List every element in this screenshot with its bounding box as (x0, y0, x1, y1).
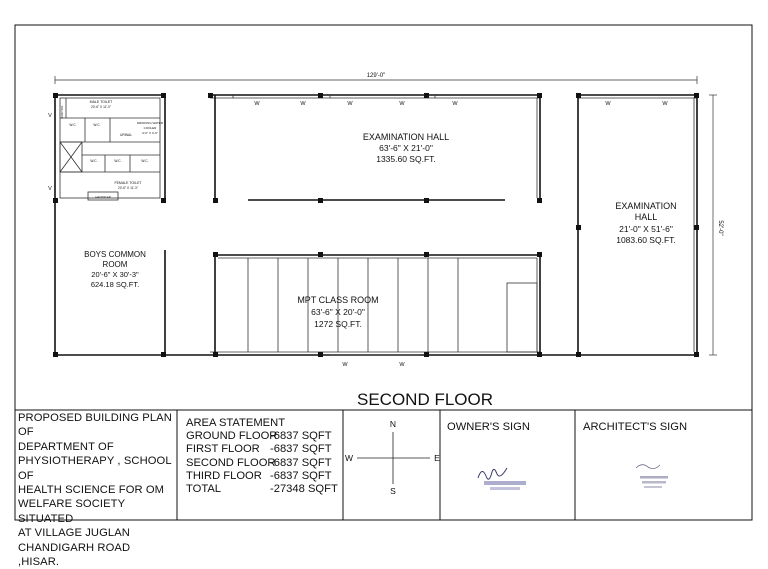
female-toilet-label: FEMALE TOILET (114, 181, 142, 185)
overall-depth-dimension (709, 95, 723, 355)
area-row (186, 457, 346, 470)
area-row (186, 470, 346, 483)
owner-signature (478, 468, 526, 490)
owner-sign-label: OWNER'S SIGN (447, 421, 530, 433)
mpt-room-size: 63'-6" X 20'-0" (311, 307, 365, 317)
compass-e: E (434, 453, 440, 463)
compass-n: N (389, 419, 397, 429)
area-row-label: GROUND FLOOR (186, 430, 278, 443)
vent-mark: V (48, 113, 52, 119)
area-row-label: FIRST FLOOR (186, 443, 260, 456)
project-title-line: PHYSIOTHERAPY , SCHOOL OF (18, 455, 172, 482)
exam-hall-1-area: 1335.60 SQ.FT. (376, 154, 436, 164)
project-title-line: PROPOSED BUILDING PLAN OF (18, 412, 172, 439)
male-toilet-size: 20'-6" X 11'-0" (91, 105, 111, 109)
area-row-label: THIRD FLOOR (186, 469, 262, 482)
overall-width-dimension (55, 73, 697, 84)
janitor-label: JANITOR (60, 105, 64, 119)
area-row-label: TOTAL (186, 483, 222, 496)
urinal-label: URINAL (119, 133, 133, 137)
wc-label-5: W.C. (141, 159, 149, 163)
project-title-line: CHANDIGARH ROAD ,HISAR. (18, 541, 131, 569)
window-mark: W (347, 101, 353, 107)
drinking-water-label: DRINKING WATER (137, 121, 163, 125)
floor-title: SECOND FLOOR (356, 390, 494, 409)
window-mark: W (662, 101, 668, 107)
project-title-line: DEPARTMENT OF (18, 440, 114, 453)
window-mark: W (399, 362, 405, 368)
area-row (186, 443, 346, 456)
window-mark: W (342, 362, 348, 368)
exam-hall-2-name-2: HALL (634, 212, 658, 222)
drinking-water-size: 6'-0" X 4'-0" (142, 131, 158, 135)
area-row-value: -27348 SQFT (270, 483, 338, 496)
area-row-label: SECOND FLOOR (186, 456, 276, 469)
overall-width-label: 129'-0" (366, 73, 386, 79)
area-row-value: -6837 SQFT (270, 443, 332, 456)
wc-label-4: W.C. (114, 159, 122, 163)
project-title-line: AT VILLAGE JUGLAN (18, 527, 130, 540)
boys-room-area: 624.18 SQ.FT. (90, 280, 140, 289)
overall-depth-label: 52'-0" (717, 220, 723, 236)
window-mark: W (254, 101, 260, 107)
area-statement (186, 417, 346, 496)
exam-hall-2-size: 21'-0" X 51'-6" (619, 224, 673, 234)
project-title-line: HEALTH SCIENCE FOR OM (18, 484, 165, 497)
area-row (186, 430, 346, 443)
compass-w: W (344, 453, 354, 463)
window-mark: W (300, 101, 306, 107)
area-statement-title: AREA STATEMENT (186, 417, 286, 429)
north-compass (345, 419, 440, 496)
exam-hall-1-name: EXAMINATION HALL (362, 132, 450, 142)
female-toilet-size: 20'-6" X 11'-3" (118, 186, 138, 190)
vent-mark: V (48, 186, 52, 192)
exam-hall-2-name: EXAMINATION (615, 201, 677, 211)
area-row-value: -6837 SQFT (270, 469, 332, 482)
project-title-block (18, 411, 174, 569)
boys-room-name: BOYS COMMON (84, 250, 146, 259)
area-row-value: -6837 SQFT (270, 456, 332, 469)
wc-label-1: W.C. (69, 123, 77, 127)
mpt-room-name: MPT CLASS ROOM (297, 295, 379, 305)
room-labels (84, 132, 677, 329)
boys-room-size: 20'-6" X 30'-3" (91, 270, 139, 279)
architect-sign-label: ARCHITECT'S SIGN (583, 421, 688, 433)
toilet-block (60, 98, 164, 200)
exam-hall-1-size: 63'-6" X 21'-0" (379, 143, 433, 153)
drinking-water-label-2: COOLER (143, 126, 157, 130)
window-mark: W (605, 101, 611, 107)
area-row (186, 483, 346, 496)
window-mark: W (452, 101, 458, 107)
project-title-line: WELFARE SOCIETY SITUATED (18, 498, 125, 525)
compass-s: S (390, 486, 396, 496)
wc-label-2: W.C. (93, 123, 101, 127)
male-toilet-label: MALE TOILET (89, 100, 113, 104)
window-mark: W (399, 101, 405, 107)
exam-hall-2-area: 1083.60 SQ.FT. (616, 235, 676, 245)
architect-stamp (636, 465, 668, 488)
handicap-label: HANDICAP (95, 195, 111, 199)
boys-room-name-2: ROOM (102, 260, 128, 269)
mpt-room-area: 1272 SQ.FT. (314, 319, 362, 329)
area-row-value: -6837 SQFT (270, 430, 332, 443)
wc-label-3: W.C. (90, 159, 98, 163)
